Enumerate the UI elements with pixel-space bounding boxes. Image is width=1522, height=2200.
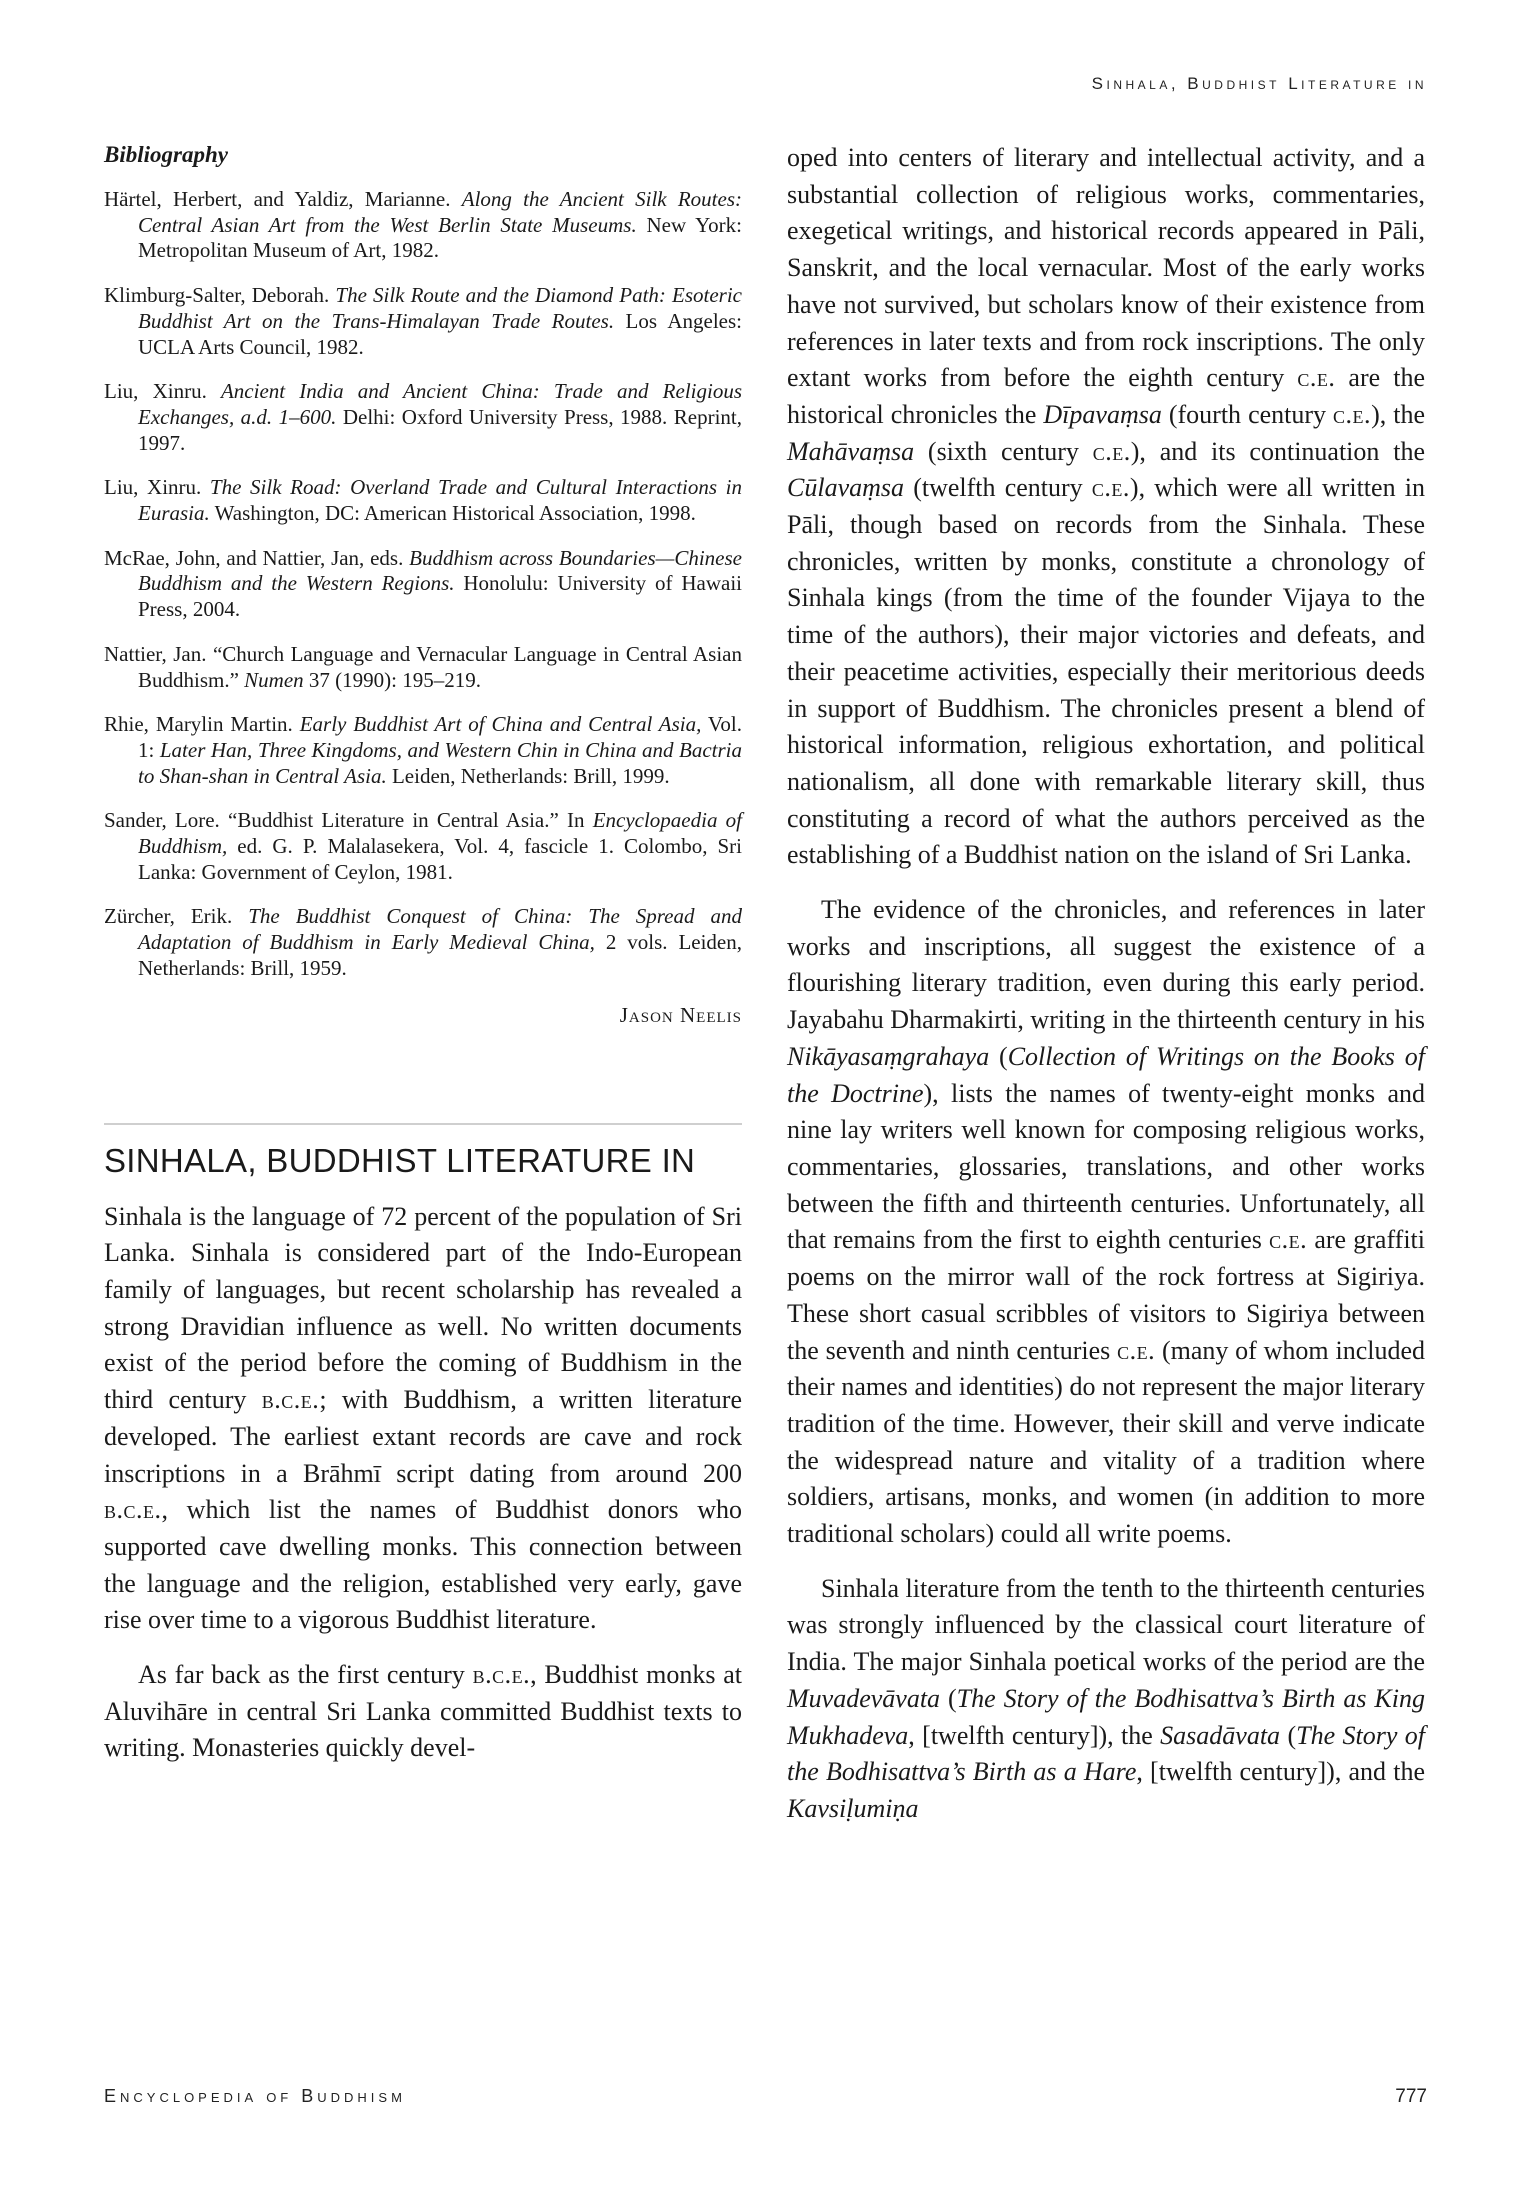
footer-publication: Encyclopedia of Buddhism	[104, 2086, 406, 2106]
article-title: SINHALA, BUDDHIST LITERATURE IN	[104, 1141, 696, 1179]
article-paragraph: As far back as the first century b.c.e., Buddhist monks at Aluvihāre in central Sri Lanka committed Buddhist texts to writing. Monasteries quickly devel-	[104, 1660, 742, 1763]
article-paragraph: Sinhala is the language of 72 percent of the population of Sri Lanka. Sinhala is considered part of the Indo-European family of languages, but recent scholarship has revealed a strong Dravidian influence as well. No written documents exist of the period before the coming of Buddhism in the third century b.c.e.; with Buddhism, a written literature developed. The earliest extant records are cave and rock inscriptions in a Brāhmī script dating from around 200 b.c.e., which list the names of Buddhist donors who supported cave dwelling monks. This connection between the language and the religion, established very early, gave rise over time to a vigorous Buddhist literature.	[104, 1201, 742, 1635]
article-paragraph: The evidence of the chronicles, and references in later works and inscriptions, all suggest the existence of a flourishing literary tradition, even during this early period. Jayabahu Dharmakirti, writing in the thirteenth century in his Nikāyasaṃgrahaya (Collection of Writings on the Books of the Doctrine), lists the names of twenty-eight monks and nine lay writers well known for composing religious works, commentaries, glossaries, translations, and other works between the fifth and thirteenth centuries. Unfortunately, all that remains from the first to eighth centuries c.e. are graffiti poems on the mirror wall of the rock fortress at Sigiriya. These short casual scribbles of visitors to Sigiriya between the seventh and ninth centuries c.e. (many of whom included their names and identities) do not represent the major literary tradition of the time. However, their skill and verve indicate the widespread nature and vitality of a tradition where soldiers, artisans, monks, and women (in addition to more traditional scholars) could all write poems.	[787, 895, 1425, 1549]
bibliography-entry: Sander, Lore. “Buddhist Literature in Central Asia.” In Encyclopaedia of Buddhism, ed. G. P. Malalasekera, Vol. 4, fascicle 1. Colombo, Sri Lanka: Government of Ceylon, 1981.	[104, 808, 742, 884]
section-divider	[104, 1123, 742, 1125]
right-column	[787, 140, 1425, 1846]
bibliography-entry: McRae, John, and Nattier, Jan, eds. Buddhism across Boundaries—Chinese Buddhism and the Western Regions. Honolulu: University of Hawaii Press, 2004.	[104, 545, 742, 622]
bibliography-entry: Nattier, Jan. “Church Language and Vernacular Language in Central Asian Buddhism.” Numen 37 (1990): 195–219.	[104, 641, 742, 692]
bibliography-list	[104, 187, 742, 982]
bibliography-entry: Zürcher, Erik. The Buddhist Conquest of China: The Spread and Adaptation of Buddhism in Early Medieval China, 2 vols. Leiden, Netherlands: Brill, 1959.	[104, 904, 743, 980]
article-paragraph-continued: oped into centers of literary and intellectual activity, and a substantial collection of religious works, commentaries, exegetical writings, and historical records appeared in Pāli, Sanskrit, and the local vernacular. Most of the early works have not survived, but scholars know of their existence from references in later texts and from rock inscriptions. The only extant works from before the eighth century c.e. are the historical chronicles the Dīpavaṃsa (fourth century c.e.), the Mahāvaṃsa (sixth century c.e.), and its continuation the Cūlavaṃsa (twelfth century c.e.), which were all written in Pāli, though based on records from the Sinhala. These chronicles, written by monks, constitute a chronology of Sinhala kings (from the time of the founder Vijaya to the time of the authors), their major victories and defeats, and their peacetime activities, especially their meritorious deeds in support of Buddhism. The chronicles present a blend of historical information, religious exhortation, and political nationalism, all done with remarkable literary skill, thus constituting a record of what the authors perceived as the establishing of a Buddhist nation on the island of Sri Lanka.	[787, 143, 1426, 870]
bibliography-entry: Rhie, Marylin Martin. Early Buddhist Art of China and Central Asia, Vol. 1: Later Han, Three Kingdoms, and Western Chin in China and Bactria to Shan-shan in Central Asia. Leiden, Netherlands: Brill, 1999.	[104, 712, 742, 788]
bibliography-heading: Bibliography	[104, 142, 228, 167]
author-signature: Jason Neelis	[619, 1002, 742, 1027]
bibliography-entry: Liu, Xinru. Ancient India and Ancient China: Trade and Religious Exchanges, a.d. 1–600. Delhi: Oxford University Press, 1988. Reprint, 1997.	[104, 379, 743, 455]
left-column	[104, 140, 742, 1785]
bibliography-entry: Härtel, Herbert, and Yaldiz, Marianne. Along the Ancient Silk Routes: Central Asian Art from the West Berlin State Museums. New York: Metropolitan Museum of Art, 1982.	[104, 187, 743, 263]
running-header: Sinhala, Buddhist Literature in	[1091, 74, 1427, 93]
article-paragraph: Sinhala literature from the tenth to the thirteenth centuries was strongly influenced by the classical court literature of India. The major Sinhala poetical works of the period are the Muvadevāvata (The Story of the Bodhisattva’s Birth as King Mukhadeva, [twelfth century]), the Sasadāvata (The Story of the Bodhisattva’s Birth as a Hare, [twelfth century]), and the Kavsiḷumiṇa	[787, 1573, 1426, 1823]
bibliography-entry: Liu, Xinru. The Silk Road: Overland Trade and Cultural Interactions in Eurasia. Washington, DC: American Historical Association, 1998.	[104, 475, 743, 526]
bibliography-entry: Klimburg-Salter, Deborah. The Silk Route and the Diamond Path: Esoteric Buddhist Art on the Trans-Himalayan Trade Routes. Los Angeles: UCLA Arts Council, 1982.	[104, 283, 742, 359]
page-number: 777	[1395, 2086, 1427, 2107]
